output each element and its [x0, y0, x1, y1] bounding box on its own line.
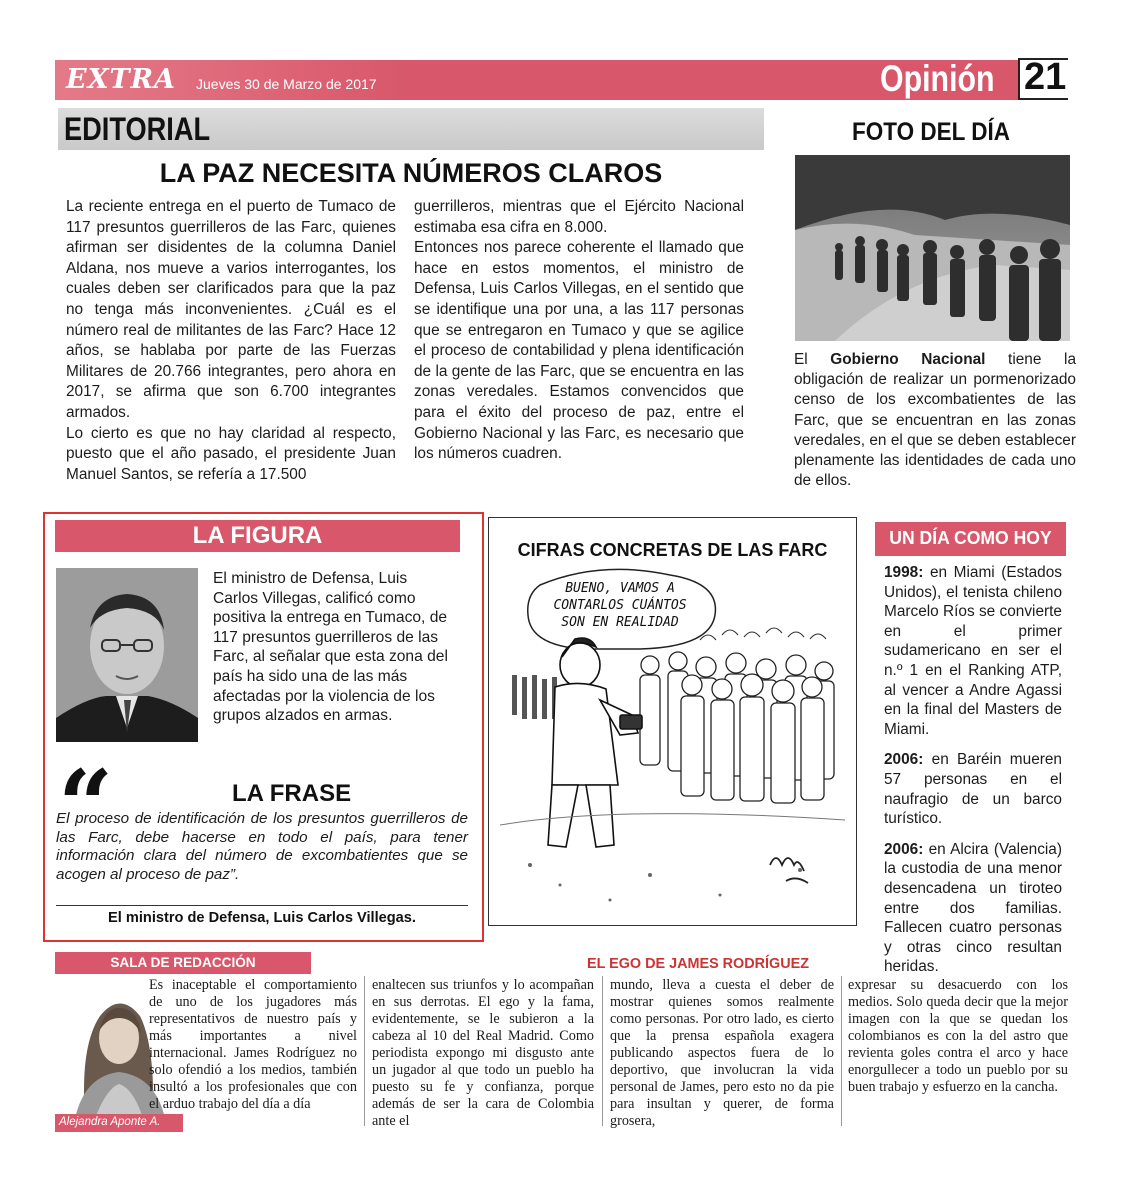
sala-column-4: expresar su desacuerdo con los medios. Solo queda decir que la mejor imagen con la que se quedan los colombianos es con la del astro que revienta goles contra el arco y hace enorgullecer a todo un pueblo por su buen trabajo y esfuerzo en la cancha.	[848, 977, 1068, 1095]
editorial-paragraph: guerrilleros, mientras que el Ejército Nacional estimaba esa cifra en 8.000.	[414, 198, 744, 236]
author-name-tag	[55, 1114, 183, 1132]
caption-prefix: El	[794, 351, 831, 368]
photo-of-day-image	[795, 155, 1070, 341]
la-frase-author: El ministro de Defensa, Luis Carlos Villegas.	[108, 910, 416, 926]
column-divider	[602, 976, 603, 1126]
list-item	[884, 563, 1062, 739]
un-dia-como-hoy-heading	[875, 522, 1066, 556]
page-number: 21	[1024, 56, 1067, 98]
minister-portrait	[56, 568, 198, 742]
photo-of-day-caption	[794, 350, 1076, 491]
la-frase-quote: El proceso de identificación de los presuntos guerrilleros de las Farc, debe hacerse en todo el país, para tener información clara del número de excombatientes que se acogen al proceso de paz”.	[56, 810, 468, 883]
column-divider	[364, 976, 365, 1126]
editorial-column-2	[414, 197, 744, 465]
caption-rest: tiene la obligación de realizar un pormenorizado censo de los excombatientes de las Farc, que se encuentran en las zonas veredales, en el que se deben establecer plenamente las identidades de cada uno de ellos.	[794, 351, 1077, 490]
la-figura-text: El ministro de Defensa, Luis Carlos Villegas, calificó como positiva la entrega en Tumaco, de 117 presuntos guerrilleros de las Farc, al señalar que esta zona del país ha sido una de las más afectadas por la violencia de los grupos alzados en armas.	[213, 570, 448, 725]
list-item	[884, 840, 1062, 977]
la-figura-heading-label: LA FIGURA	[192, 522, 323, 549]
section-name: Opinión	[880, 58, 995, 99]
cartoon-title: CIFRAS CONCRETAS DE LAS FARC	[517, 540, 828, 560]
la-figura-heading	[55, 520, 460, 552]
un-dia-como-hoy-heading-label: UN DÍA COMO HOY	[889, 527, 1052, 548]
photo-of-day-heading: FOTO DEL DÍA	[852, 118, 1010, 146]
un-dia-como-hoy-list	[884, 563, 1062, 988]
author-name: Alejandra Aponte A.	[59, 1116, 161, 1128]
editorial-paragraph: Entonces nos parece coherente el llamado que hace en estos momentos, el ministro de Defensa, Luis Carlos Villegas, en el sentido que se identifique una por una, a las 117 personas que se entregaron en Tumaco y que se agilice el proceso de contabilidad y plena identificación de la gente de las Farc, que se encuentra en las zonas veredales. Estamos convencidos que para el éxito del proceso de paz, entre el Gobierno Nacional y las Farc, es necesario que los números cuadren.	[414, 239, 744, 463]
quote-mark-icon: “	[58, 749, 114, 862]
entry-year: 1998:	[884, 564, 924, 581]
entry-year: 2006:	[884, 751, 924, 769]
editorial-heading	[58, 108, 764, 150]
la-frase-heading: LA FRASE	[232, 780, 352, 807]
cartoon-speech-bubble: BUENO, VAMOS A CONTARLOS CUÁNTOS SON EN REALIDAD	[553, 581, 687, 630]
sala-heading-label: SALA DE REDACCIÓN	[110, 955, 256, 970]
sala-column-3: mundo, lleva a cuesta el deber de mostrar quienes somos realmente como personas. Por otro lado, es cierto que la prensa española exagera publicando aspectos fuera de lo deportivo, que involucran la vida personal de James, pero esto no da pie para insultan y querer, de forma grosera,	[610, 977, 834, 1129]
sala-column-2: enaltecen sus triunfos y lo acompañan en sus derrotas. El ego y la fama, evidentemente, se le subieron a la cabeza al 10 del Real Madrid. Como periodista expongo mi disgusto ante un jugador al que todo un pueblo ha puesto su fe y confianza, porque además de ser la cara de Colombia ante el	[372, 977, 594, 1129]
caption-bold: Gobierno Nacional	[830, 351, 986, 368]
entry-text: en Alcira (Valencia) la custodia de una menor desencadena un tiroteo entre dos familias. Fallecen cuatro personas y otras cinco resultan heridas.	[884, 840, 1062, 976]
issue-date: Jueves 30 de Marzo de 2017	[196, 76, 377, 92]
entry-year: 2006:	[884, 840, 924, 858]
newspaper-logo: EXTRA	[66, 64, 177, 95]
sala-de-redaccion-heading	[55, 952, 311, 974]
entry-text: en Baréin mueren 57 personas en el naufragio de un barco turístico.	[884, 751, 1062, 828]
editorial-paragraph: La reciente entrega en el puerto de Tumaco de 117 presuntos guerrilleros de las Farc, quienes afirman ser disidentes de la columna Daniel Aldana, nos mueve a varios interrogantes, los cuales deben ser clarificados para que la paz no tenga más inconvenientes. ¿Cuál es el número real de militantes de las Farc? Hace 12 años, se hablaba por parte de las Fuerzas Militares de 20.766 integrantes, pero ahora en 2017, se afirma que son 6.700 integrantes armados.	[66, 198, 396, 421]
column-title: EL EGO DE JAMES RODRÍGUEZ	[586, 956, 810, 972]
editorial-heading-label: EDITORIAL	[64, 111, 211, 147]
editorial-column-1	[66, 197, 396, 485]
soldiers-photo-graphic	[795, 155, 1070, 341]
sala-column-1: Es inaceptable el comportamiento de uno de los jugadores más representativos de nuestro país y más importantes a nivel internacional. James Rodríguez no solo ofendió a los medios, también insultó a los profesionales que con el arduo trabajo del día a día	[149, 977, 357, 1112]
entry-text: en Miami (Estados Unidos), el tenista chileno Marcelo Ríos se convierte en el primer sudamericano en ser el n.º 1 en el Ranking ATP, al vencer a Andre Agassi en la final del Masters de Miami.	[884, 564, 1062, 738]
list-item	[884, 750, 1062, 828]
portrait-graphic	[56, 568, 198, 742]
editorial-paragraph: Lo cierto es que no hay claridad al respecto, puesto que el año pasado, el presidente Juan Manuel Santos, se refería a 17.500	[66, 424, 396, 483]
editorial-title: LA PAZ NECESITA NÚMEROS CLAROS	[159, 158, 663, 188]
divider	[56, 905, 468, 906]
column-divider	[841, 976, 842, 1126]
